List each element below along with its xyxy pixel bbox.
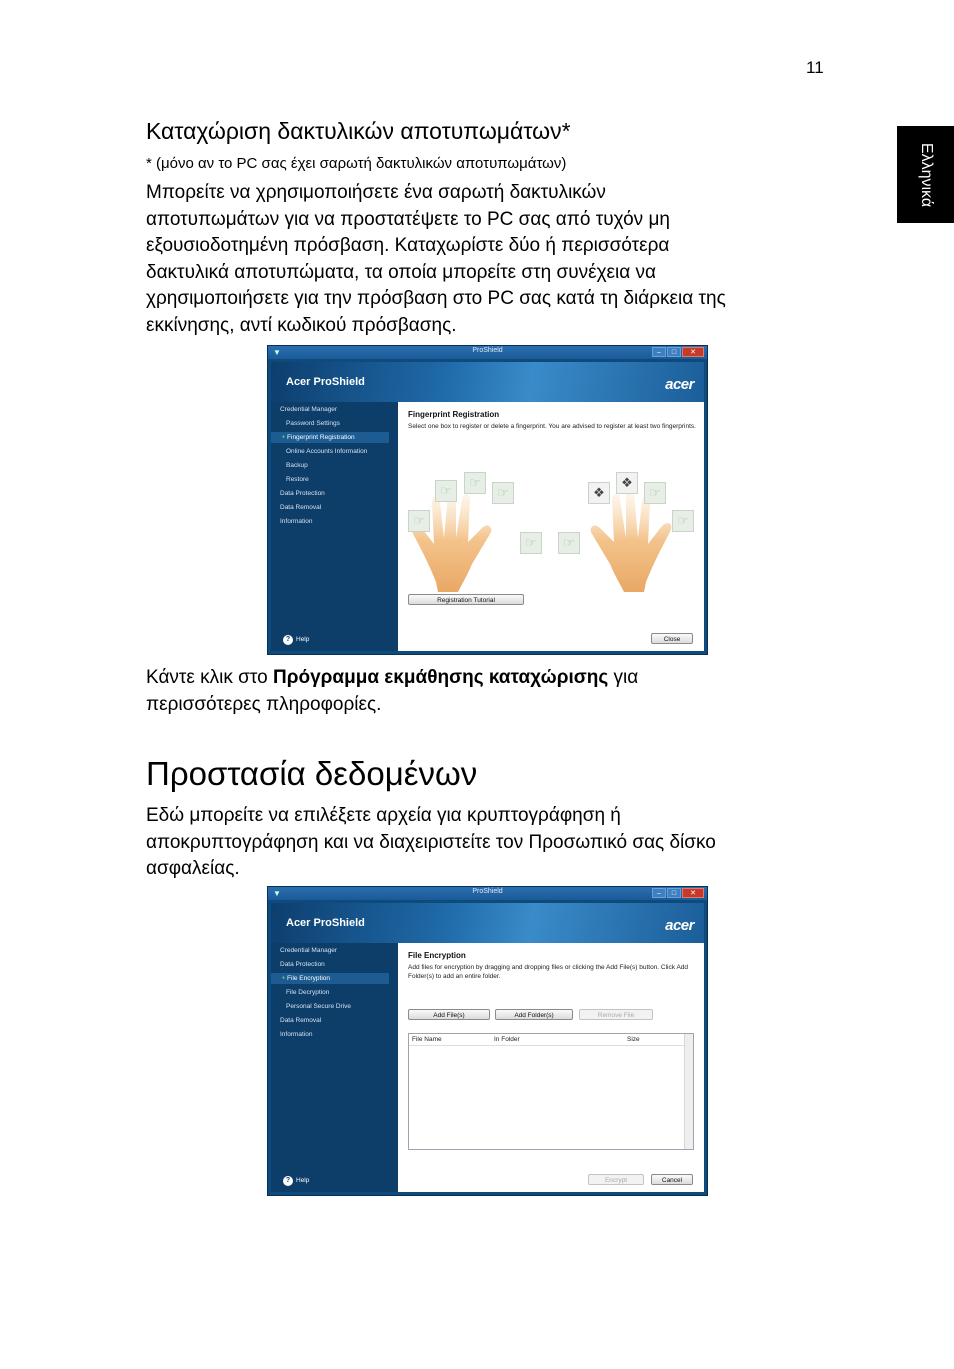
- sidebar: [271, 943, 398, 1192]
- sidebar-item-information[interactable]: Information: [280, 1031, 313, 1038]
- sidebar-item-file-decryption[interactable]: File Decryption: [286, 989, 330, 996]
- content-description: Add files for encryption by dragging and dropping files or clicking the Add File(s) button. Click Add Folder(s) to add an entire folder.: [408, 964, 689, 980]
- column-header-in-folder[interactable]: In Folder: [494, 1036, 520, 1043]
- text-line: χρησιμοποιήσετε για την πρόσβαση στο PC σας κατά τη διάρκεια της: [146, 288, 726, 310]
- tutorial-term: Πρόγραμμα εκμάθησης καταχώρισης: [273, 667, 609, 688]
- finger-box[interactable]: ☞: [435, 480, 457, 502]
- sidebar-item-credential-manager[interactable]: Credential Manager: [280, 406, 338, 413]
- sidebar-item-credential-manager[interactable]: Credential Manager: [280, 947, 338, 954]
- close-window-button[interactable]: ✕: [682, 347, 704, 357]
- sidebar-item-personal-secure-drive[interactable]: Personal Secure Drive: [286, 1003, 352, 1010]
- banner: [271, 903, 704, 943]
- text-fragment: Κάντε κλικ στο: [146, 667, 273, 688]
- footnote: * (μόνο αν το PC σας έχει σαρωτή δακτυλικών αποτυπωμάτων): [146, 155, 567, 172]
- page-number: 11: [806, 58, 824, 77]
- minimize-button[interactable]: –: [652, 888, 666, 898]
- help-label: Help: [296, 1177, 310, 1184]
- sidebar: [271, 402, 398, 651]
- help-link[interactable]: [283, 635, 309, 645]
- title-bar[interactable]: [268, 346, 707, 359]
- app-icon: ▼: [273, 348, 281, 357]
- section-heading-fingerprint: Καταχώριση δακτυλικών αποτυπωμάτων*: [146, 118, 571, 144]
- registration-tutorial-button[interactable]: Registration Tutorial: [408, 594, 524, 605]
- finger-box-registered[interactable]: ❖: [616, 472, 638, 494]
- content-title: Fingerprint Registration: [408, 410, 500, 419]
- sidebar-item-data-removal[interactable]: Data Removal: [280, 1017, 322, 1024]
- help-link[interactable]: [283, 1176, 309, 1186]
- text-line: Εδώ μπορείτε να επιλέξετε αρχεία για κρυπτογράφηση ή: [146, 805, 621, 826]
- acer-logo: acer: [665, 917, 694, 934]
- window-title: ProShield: [472, 888, 503, 895]
- add-folders-button[interactable]: Add Folder(s): [495, 1009, 573, 1020]
- sidebar-item-data-protection[interactable]: Data Protection: [280, 961, 325, 968]
- column-header-file-name[interactable]: File Name: [412, 1036, 442, 1043]
- maximize-button[interactable]: □: [667, 347, 681, 357]
- hands-illustration: [398, 452, 698, 592]
- content-panel: [398, 943, 704, 1192]
- paragraph-data-protection: [146, 803, 836, 883]
- sidebar-item-fingerprint-registration[interactable]: ● Fingerprint Registration: [271, 432, 389, 443]
- window-controls: [652, 347, 704, 357]
- cancel-button[interactable]: Cancel: [651, 1174, 693, 1185]
- text-line: [146, 665, 836, 692]
- finger-box-registered[interactable]: ❖: [588, 482, 610, 504]
- text-line: περισσότερες πληροφορίες.: [146, 693, 382, 715]
- app-icon: ▼: [273, 889, 281, 898]
- encrypt-button[interactable]: Encrypt: [588, 1174, 644, 1185]
- help-icon: ?: [283, 1176, 293, 1186]
- text-line: αποτυπωμάτων για να προστατέψετε το PC σας από τυχόν μη: [146, 208, 670, 230]
- section-heading-data-protection: Προστασία δεδομένων: [146, 755, 478, 792]
- add-files-button[interactable]: Add File(s): [408, 1009, 490, 1020]
- finger-box[interactable]: ☞: [464, 472, 486, 494]
- proshield-window-fingerprint: [267, 345, 708, 655]
- acer-logo: acer: [665, 376, 694, 393]
- sidebar-item-backup[interactable]: Backup: [286, 462, 308, 469]
- finger-box[interactable]: ☞: [492, 482, 514, 504]
- sidebar-item-restore[interactable]: Restore: [286, 476, 309, 483]
- sidebar-item-file-encryption[interactable]: ● File Encryption: [271, 973, 389, 984]
- maximize-button[interactable]: □: [667, 888, 681, 898]
- finger-box[interactable]: ☞: [520, 532, 542, 554]
- file-table[interactable]: [408, 1033, 694, 1150]
- window-controls: [652, 888, 704, 898]
- content-title: File Encryption: [408, 951, 466, 960]
- title-bar[interactable]: [268, 887, 707, 900]
- text-line: δακτυλικά αποτυπώματα, τα οποία μπορείτε στη συνέχεια να: [146, 261, 656, 283]
- text-line: ασφαλείας.: [146, 858, 240, 880]
- sidebar-item-online-accounts[interactable]: Online Accounts Information: [286, 448, 368, 455]
- app-name: Acer ProShield: [286, 917, 365, 929]
- finger-box[interactable]: ☞: [672, 510, 694, 532]
- text-fragment: για: [608, 667, 639, 688]
- window-body: [271, 903, 704, 1192]
- help-label: Help: [296, 636, 310, 643]
- close-button[interactable]: Close: [651, 633, 693, 644]
- finger-box[interactable]: ☞: [408, 510, 430, 532]
- close-window-button[interactable]: ✕: [682, 888, 704, 898]
- sidebar-item-data-protection[interactable]: Data Protection: [280, 490, 325, 497]
- text-line: εκκίνησης, αντί κωδικού πρόσβασης.: [146, 314, 457, 336]
- sidebar-item-information[interactable]: Information: [280, 518, 313, 525]
- minimize-button[interactable]: –: [652, 347, 666, 357]
- language-tab: [897, 126, 954, 223]
- remove-file-button[interactable]: Remove File: [579, 1009, 653, 1020]
- banner: [271, 362, 704, 402]
- help-icon: ?: [283, 635, 293, 645]
- header-divider: [409, 1045, 684, 1046]
- finger-box[interactable]: ☞: [644, 482, 666, 504]
- text-line: αποκρυπτογράφηση και να διαχειριστείτε τον Προσωπικό σας δίσκο: [146, 831, 716, 853]
- proshield-window-encryption: [267, 886, 708, 1196]
- text-line: Μπορείτε να χρησιμοποιήσετε ένα σαρωτή δακτυλικών: [146, 182, 606, 203]
- text-line: εξουσιοδοτημένη πρόσβαση. Καταχωρίστε δύο ή περισσότερα: [146, 235, 670, 257]
- window-title: ProShield: [472, 347, 503, 354]
- column-header-size[interactable]: Size: [627, 1036, 640, 1043]
- window-body: [271, 362, 704, 651]
- sidebar-item-password-settings[interactable]: Password Settings: [286, 420, 340, 427]
- hands-graphic: [398, 452, 698, 592]
- paragraph-fingerprint: [146, 180, 836, 340]
- language-tab-label: Ελληνικά: [917, 142, 935, 207]
- app-name: Acer ProShield: [286, 376, 365, 388]
- sidebar-item-data-removal[interactable]: Data Removal: [280, 504, 322, 511]
- content-panel: [398, 402, 704, 651]
- scrollbar[interactable]: [684, 1034, 693, 1149]
- finger-box[interactable]: ☞: [558, 532, 580, 554]
- paragraph-tutorial: [146, 665, 836, 718]
- content-description: Select one box to register or delete a fingerprint. You are advised to register at least two fingerprints.: [408, 423, 696, 430]
